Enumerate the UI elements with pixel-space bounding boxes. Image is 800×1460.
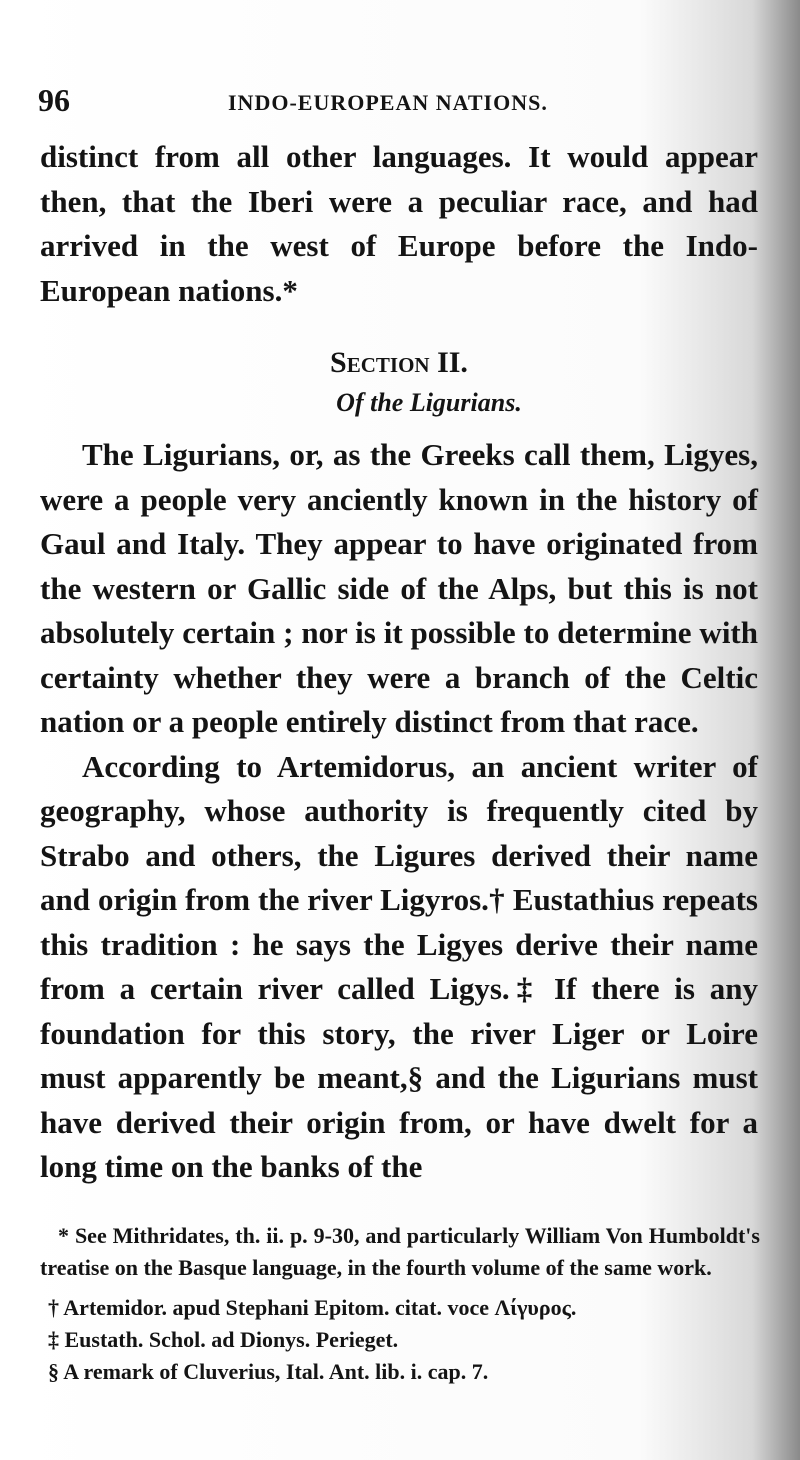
footnote-3: ‡ Eustath. Schol. ad Dionys. Perieget.	[48, 1327, 399, 1352]
running-head: INDO-EUROPEAN NATIONS.	[228, 90, 548, 115]
paragraph-3: According to Artemidorus, an ancient writer of geography, whose authority is frequently cited by Strabo and others, the Ligures derived their name and origin from the river Ligyros.† Eustathius repeats this tradition : he says the Ligyes derive their name from a certain river called Ligys.‡ If there is any foundation for this story, the river Liger or Loire must apparently be meant,§ and the Ligurians must have derived their origin from, or have dwelt for a long time on the banks of the	[40, 748, 758, 1184]
paragraph-1: distinct from all other languages. It would appear then, that the Iberi were a peculiar race, and had arrived in the west of Europe before the Indo-European nations.*	[40, 139, 758, 308]
section-subheading: Of the Ligurians.	[336, 388, 522, 417]
page-header	[38, 82, 758, 122]
body-text	[40, 135, 758, 1190]
footnote-4: § A remark of Cluverius, Ital. Ant. lib. i. cap. 7.	[48, 1359, 489, 1384]
footnotes	[40, 1220, 760, 1388]
footnote-1: * See Mithridates, th. ii. p. 9-30, and particularly William Von Humboldt's treatise on the Basque language, in the fourth volume of the same work.	[40, 1223, 760, 1280]
section-heading: Section II.	[330, 346, 468, 379]
paragraph-2: The Ligurians, or, as the Greeks call them, Ligyes, were a people very anciently known in the history of Gaul and Italy. They appear to have originated from the western or Gallic side of the Alps, but this is not absolutely certain ; nor is it possible to determine with certainty whether they were a branch of the Celtic nation or a people entirely distinct from that race.	[40, 437, 758, 739]
footnote-2: † Artemidor. apud Stephani Epitom. citat. voce Λίγυρος.	[48, 1295, 577, 1320]
page-number: 96	[38, 82, 70, 118]
